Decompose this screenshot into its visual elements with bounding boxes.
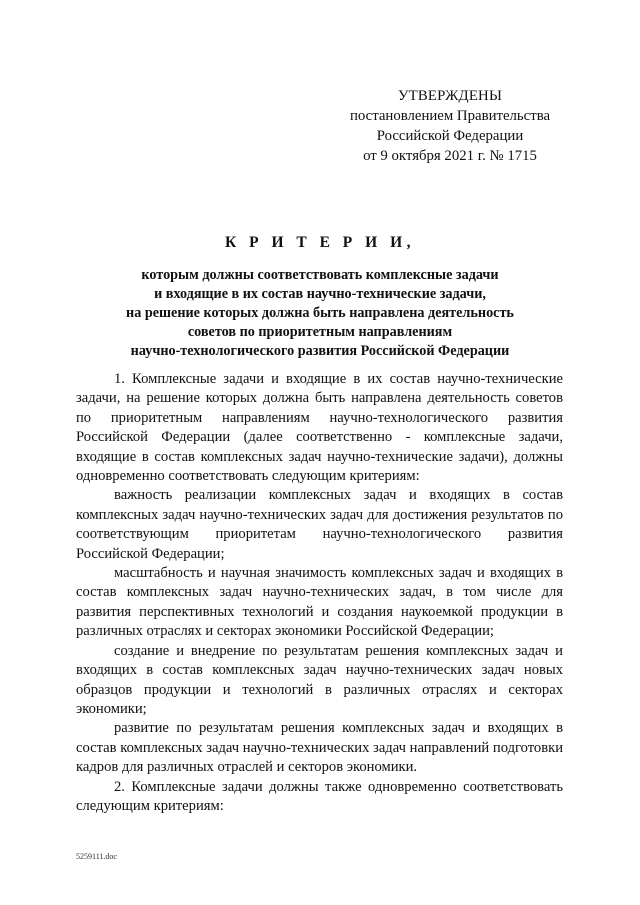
footer-file-name: 5259111.doc bbox=[76, 852, 117, 861]
paragraph: 1. Комплексные задачи и входящие в их состав научно-технические задачи, на решение которых должна быть направлена деятельность советов по приоритетным направлениям научно-технологического развития Российской Федерации (далее соответственно - комплексные задачи, входящие в состав комплексных задач научно-технические задачи), должны одновременно соответствовать следующим критериям: bbox=[76, 371, 563, 485]
approval-heading: УТВЕРЖДЕНЫ bbox=[397, 88, 503, 104]
approval-date-line: от 9 октября 2021 г. № 1715 bbox=[363, 148, 537, 164]
title-line: научно-технологического развития Российской Федерации bbox=[130, 343, 510, 359]
title-subtitle bbox=[80, 266, 560, 361]
paragraph: создание и внедрение по результатам решения комплексных задач и входящих в состав комплексных задач научно-технических задач новых образцов продукции и технологий в различных отраслях и секторах экономики; bbox=[76, 642, 563, 717]
title-line: которым должны соответствовать комплексные задачи bbox=[141, 267, 499, 283]
title-line: советов по приоритетным направлениям bbox=[187, 324, 453, 340]
approval-line: постановлением Правительства bbox=[349, 108, 551, 124]
title-line: и входящие в их состав научно-технические задачи, bbox=[154, 286, 486, 302]
title-heading: К Р И Т Е Р И И, bbox=[224, 234, 416, 251]
document-body bbox=[76, 370, 563, 816]
paragraph: важность реализации комплексных задач и входящих в состав комплексных задач научно-технических задач для достижения результатов по соответствующим приоритетам научно-технологического развития Российской Федерации; bbox=[76, 487, 563, 562]
paragraph: 2. Комплексные задачи должны также одновременно соответствовать следующим критериям: bbox=[76, 778, 563, 814]
document-title bbox=[80, 232, 560, 361]
title-line: на решение которых должна быть направлена деятельность bbox=[126, 305, 514, 321]
approval-line: Российской Федерации bbox=[376, 128, 524, 144]
paragraph: масштабность и научная значимость комплексных задач и входящих в состав комплексных задач научно-технических задач, в том числе для развития перспективных технологий и создания наукоемкой продукции в различных отраслях и секторах экономики Российской Федерации; bbox=[76, 565, 563, 640]
paragraph: развитие по результатам решения комплексных задач и входящих в состав комплексных задач научно-технических задач направлений подготовки кадров для различных отраслей и секторов экономики. bbox=[76, 720, 563, 776]
approval-block bbox=[340, 86, 560, 166]
